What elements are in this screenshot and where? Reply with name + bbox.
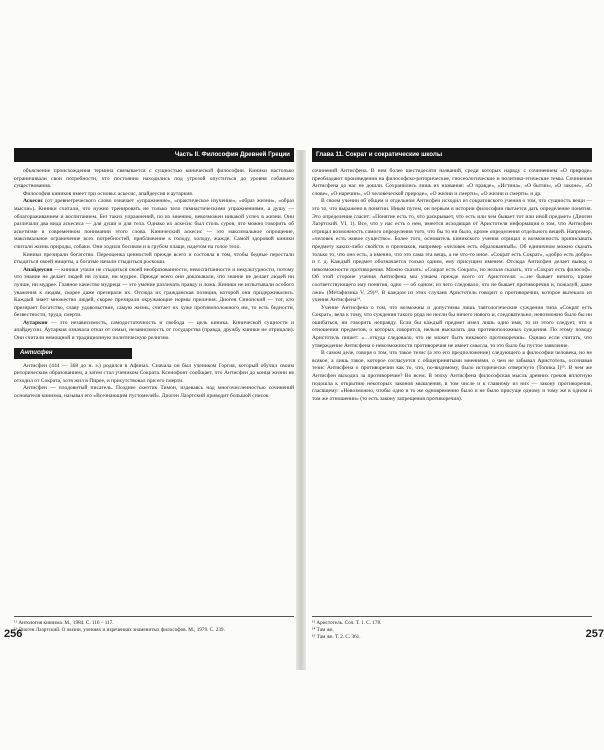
- autarkia-text: — это независимость, самодостаточность и свобода — цель киника. Кинической сущности и апайдеусии. Аутаркия означала отказ от семьи, независимость от государства (правда, дружбу киники не отрицали). Они считали немощной и традиционную политическую религию.: [14, 319, 294, 342]
- term-apaideusia: Апайдеусия: [23, 266, 53, 273]
- paragraph: объяснение происхождения термина связывается с сущностью кинической философии. Киники настолько ограничивали свои потребности, что постоянно находились под угрозой опуститься до уровня собачьего существования.: [14, 168, 294, 190]
- paragraph: Антисфен — плодовитый писатель. Позднее скептик Тимон, издеваясь над многочисленностью сочинений основателя кинизма, называл его «Всезнающим пустомелей». Диоген Лаэртский приводит большой список: [14, 385, 294, 400]
- paragraph-autarkia: [14, 320, 294, 343]
- footnote: ¹³ Аристотель. Соч. Т. 1. С. 178.: [312, 620, 382, 626]
- footnote: ¹⁴ Там же.: [312, 627, 334, 633]
- footnote: ¹⁵ Там же. Т. 2. С. 361.: [312, 634, 361, 640]
- paragraph-askesis: [14, 198, 294, 251]
- term-autarkia: Аутаркия: [23, 319, 48, 326]
- term-askesis: Аскесис: [23, 198, 44, 205]
- left-page-body: [14, 168, 294, 401]
- paragraph: Философия киников имеет три основы: аскесис, апайдеусия и аутаркия.: [23, 190, 194, 197]
- right-page-body: [312, 168, 592, 403]
- askesis-text: (от древнегреческого слово означает «упражнение», «практическое изучение», «образ жизни», «образ мысли»). Киники считали, что нужно тренировать не только тело гимнастическими упражнениями, а душу — облагораживанием и воспитанием. Без таких упражнений, по их мнению, невозможен никакой успех в жизни. Они различали два вида аскесиса — для души и для тела. Однако их аскесис был столь суров, что можно говорить об аскетизме в современном понимании этого слова. Кинический аскесис — это максимальное опрощение, максимальное ограничение всех потребностей, приближение к голоду, холоду, жажде. Самой здоровой киники считали жизнь природы, собаки. Они ходили босиком и в грубом плаще, надетом на голое тело.: [14, 198, 294, 250]
- page-number-left: 256: [4, 628, 23, 640]
- running-header-left: Часть II. Философия Древней Греции: [14, 148, 294, 162]
- paragraph-apaideusia: [14, 267, 294, 320]
- footnote: ¹¹ Антология кинизма. М., 1984. С. 116 – 117.: [14, 620, 114, 626]
- book-gutter: [296, 150, 306, 670]
- paragraph: сочинений Антисфена. В нем более шестидесяти названий, среди которых наряду с сочинением «О природе» преобладают произведения на философско-риторические, гносеологические и политико-этические темы. Сочинения Антисфена до нас не дошли. Сохранились лишь их названия: «О правде», «Истина», «О бытии», «О законе», «О слове», «О наречии», «О человеческой природе», «О жизни и смерти», «О жизни и смерти» и др.: [312, 168, 592, 197]
- paragraph: Учение Антисфена о том, что возможны и допустимы лишь тавтологические суждения типа «Сократ есть Сократ», вела к тому, что суждения такого рода не несли бы ничего нового и, следовательно, невозможно было бы ни ошибаться, ни говорить неправду. Если бы каждый предмет имел лишь одно имя, то из этого следует, что в отношении предметов, о которых говорится, нельзя высказать два противоположных суждения. По этому поводу Аристотель пишет: «…откуда следовало, что не может быть никакого противоречия». Однако если считать, что утверждение Антисфена о невозможности противоречия не имеет смысла, то это было бы пустое заявление.: [312, 304, 592, 349]
- page-number-right: 257: [585, 628, 604, 640]
- footnote: ¹² Диоген Лаэртский. О жизни, учениях и изречениях знаменитых философов. М., 1979. С. 239.: [14, 627, 225, 633]
- paragraph: Антисфен (444 — 368 до н. э.) родился в Афинах. Сначала он был учеником Горгия, который обучил своим риторическим образованием, а затем стал учеником Сократа. Ксенофонт сообщает, что Антисфен до конца жизни не отходил от Сократа, хотя жил в Пирее, и присутствовал при его смерти.: [14, 362, 294, 384]
- paragraph: Киники презирали богатство. Переоценка ценностей прежде всего и состояла в том, чтобы бедные перестали стыдиться своей нищеты, а богатые начали стыдиться роскоши.: [14, 251, 294, 266]
- right-page: [312, 148, 604, 640]
- footnotes-left: [14, 616, 294, 634]
- footnotes-right: [312, 616, 592, 641]
- paragraph: В своем учении об общем и отдельном Антисфен исходил из сократовского учения о том, что сущность вещи — это то, что выражено в понятии. Иным путем, он первым в истории философии пытается дать определение понятия. Это определение гласит: «Понятие есть то, что раскрывает, что есть или чем бывает тот или иной предмет» (Диоген Лаэртский. VI, 1). Все, что у нас есть о нем, имеется исходящая от Аристотеля информация о том, что Антисфен отрицал возможность самого определения того, что бы то ни было, кроме определения отдельного вещей. Например, «человек есть живое существо». Более того, основатель киникского учения отрицал и возможность приписывать предмету каких-либо свойств и признаков, например «человек есть образованный». Об единичном можно сказать только то, что оно есть, а именно, что это сама эта вещь, а не что-то иное. «Сократ есть Сократ», «добро есть добро» и т. д. Каждый предмет обозначается только одним, ему присущим именем. Отсюда Антисфен делает вывод о невозможности противоречия. Можно сказать: «Сократ есть Сократ», но нельзя сказать, что «Сократ есть философ». Об этой стороне учения Антисфена мы узнаем прежде всего от Аристотеля: «...не бывает ничего, кроме соответствующего ему понятия, одно — об одном; из чего следовало, что не бывает противоречия и, пожалуй, даже лжи» (Метафизика V, 29)¹³. В каждом из этих случаев Аристотель говорит о противоречии, которое вытекало из учения Антисфена¹⁴.: [312, 198, 592, 304]
- running-header-right: Глава 11. Сократ и сократические школы: [312, 148, 592, 162]
- section-heading-antisthenes: Антисфен: [14, 348, 132, 359]
- paragraph: В самом деле, говоря о том, что такое тезис (а это его предположение) следующего в философии человека, но не всякое, а лишь такое, которое согласуется с общепринятыми мнениями, о чем не забывал Аристотель, осознавая тезис Антисфена о противоречии как то, что, по-видимому, было исторически отвергнуто (Топика I)¹⁵. В чем же Антисфен выходил за противоречие? Во всем. В эпоху Антисфена философская мысль древних греков вплотную подошла к открытию некоторых законов мышления, в том числе и к главному из них — закону противоречия, гласящему: «Невозможно, чтобы одно и то же одновременно было и не было присуще одному и тому же в одном и том же отношении» (то есть закону запрещения противоречия).: [312, 350, 592, 402]
- apaideusia-text: — киники учили не стыдиться своей необразованности, невоспитанности и некультурности, потому что знание не делает людей ни лучше, ни мудрее. Прежде всего они доказывали, что знание не делает людей ни лучше, ни мудрее. Главное качество мудреца — это умение различать правду и ложь. Киники не испытывали особого уважения к людям, скорее даже презирали их. Отсюда их гражданская позиция, которой они придерживались. Каждый знает множество людей, скорее презирали окружающие нормы приличия. Диоген Синопский — тот, кто презирает богатство, славу удовольствие, самую жизнь, считает их хуже противоположного им, то есть бедности, безвестности, труда, смерти.: [14, 266, 294, 319]
- left-page: [4, 148, 294, 640]
